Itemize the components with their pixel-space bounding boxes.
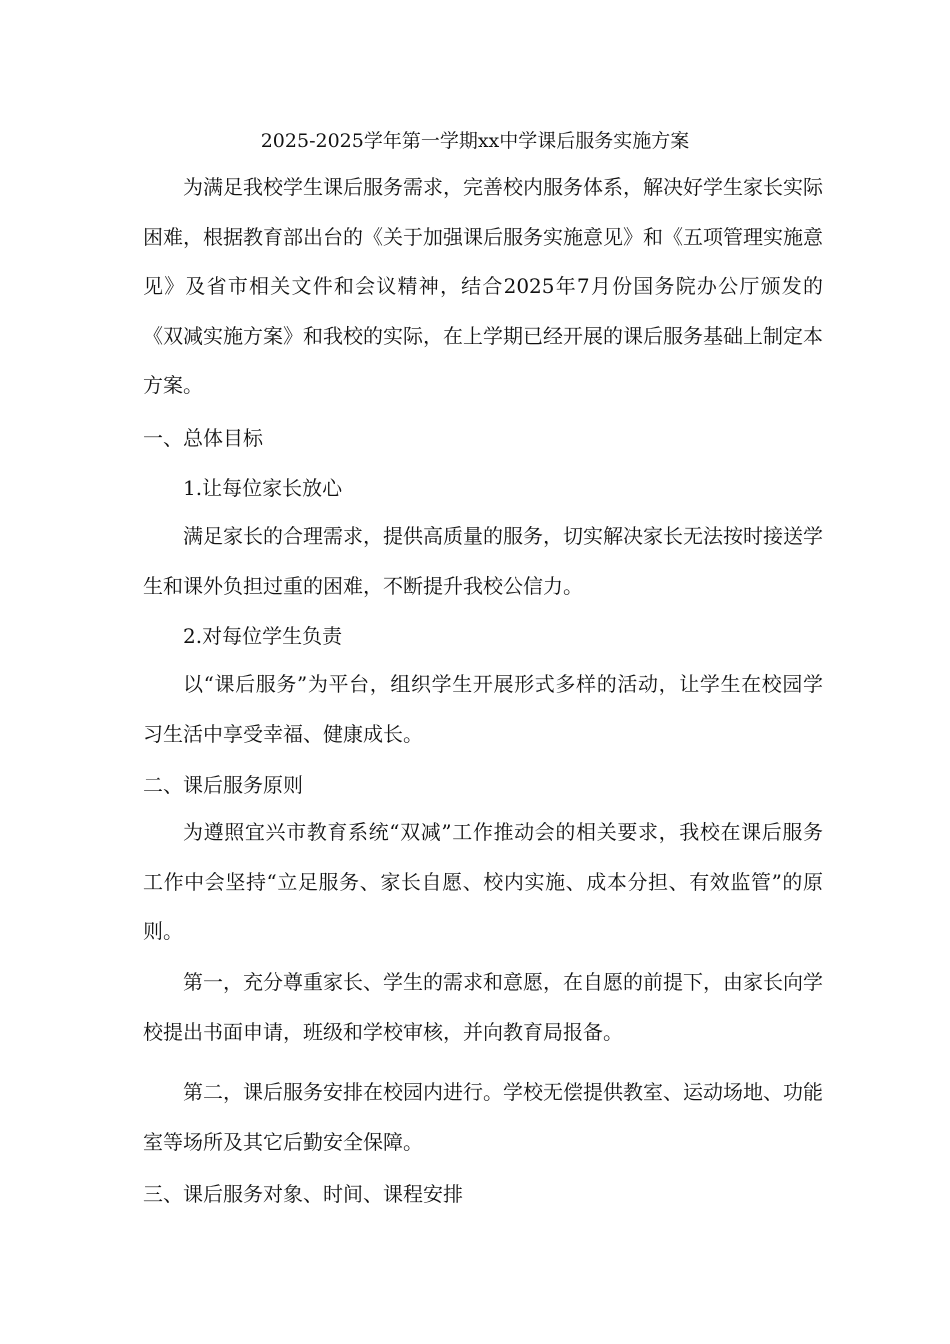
- section-1-item-1-text: 满足家长的合理需求，提供高质量的服务，切实解决家长无法按时接送学生和课外负担过重的困难，不断提升我校公信力。: [143, 524, 823, 598]
- section-1-item-1-title: 1.让每位家长放心: [183, 476, 343, 500]
- page-title: 2025-2025学年第一学期xx中学课后服务实施方案: [260, 130, 690, 152]
- section-1-item-2-title: 2.对每位学生负责: [183, 624, 343, 648]
- intro-paragraph: 为满足我校学生课后服务需求，完善校内服务体系，解决好学生家长实际困难，根据教育部出台的《关于加强课后服务实施意见》和《五项管理实施意见》及省市相关文件和会议精神，结合2025年7月份国务院办公厅颁发的《双减实施方案》和我校的实际，在上学期已经开展的课后服务基础上制定本方案。: [143, 175, 823, 397]
- section-3-heading: 三、课后服务对象、时间、课程安排: [143, 1182, 463, 1206]
- section-1-heading: 一、总体目标: [143, 426, 263, 450]
- section-2-heading: 二、课后服务原则: [143, 773, 303, 797]
- section-2-paragraph-3: 第二，课后服务安排在校园内进行。学校无偿提供教室、运动场地、功能室等场所及其它后勤安全保障。: [143, 1080, 823, 1154]
- section-2-paragraph-1: 为遵照宜兴市教育系统“双减”工作推动会的相关要求，我校在课后服务工作中会坚持“立足服务、家长自愿、校内实施、成本分担、有效监管”的原则。: [143, 820, 823, 943]
- section-1-item-2-text: 以“课后服务”为平台，组织学生开展形式多样的活动，让学生在校园学习生活中享受幸福、健康成长。: [143, 672, 823, 746]
- section-2-paragraph-2: 第一，充分尊重家长、学生的需求和意愿，在自愿的前提下，由家长向学校提出书面申请，班级和学校审核，并向教育局报备。: [143, 970, 823, 1044]
